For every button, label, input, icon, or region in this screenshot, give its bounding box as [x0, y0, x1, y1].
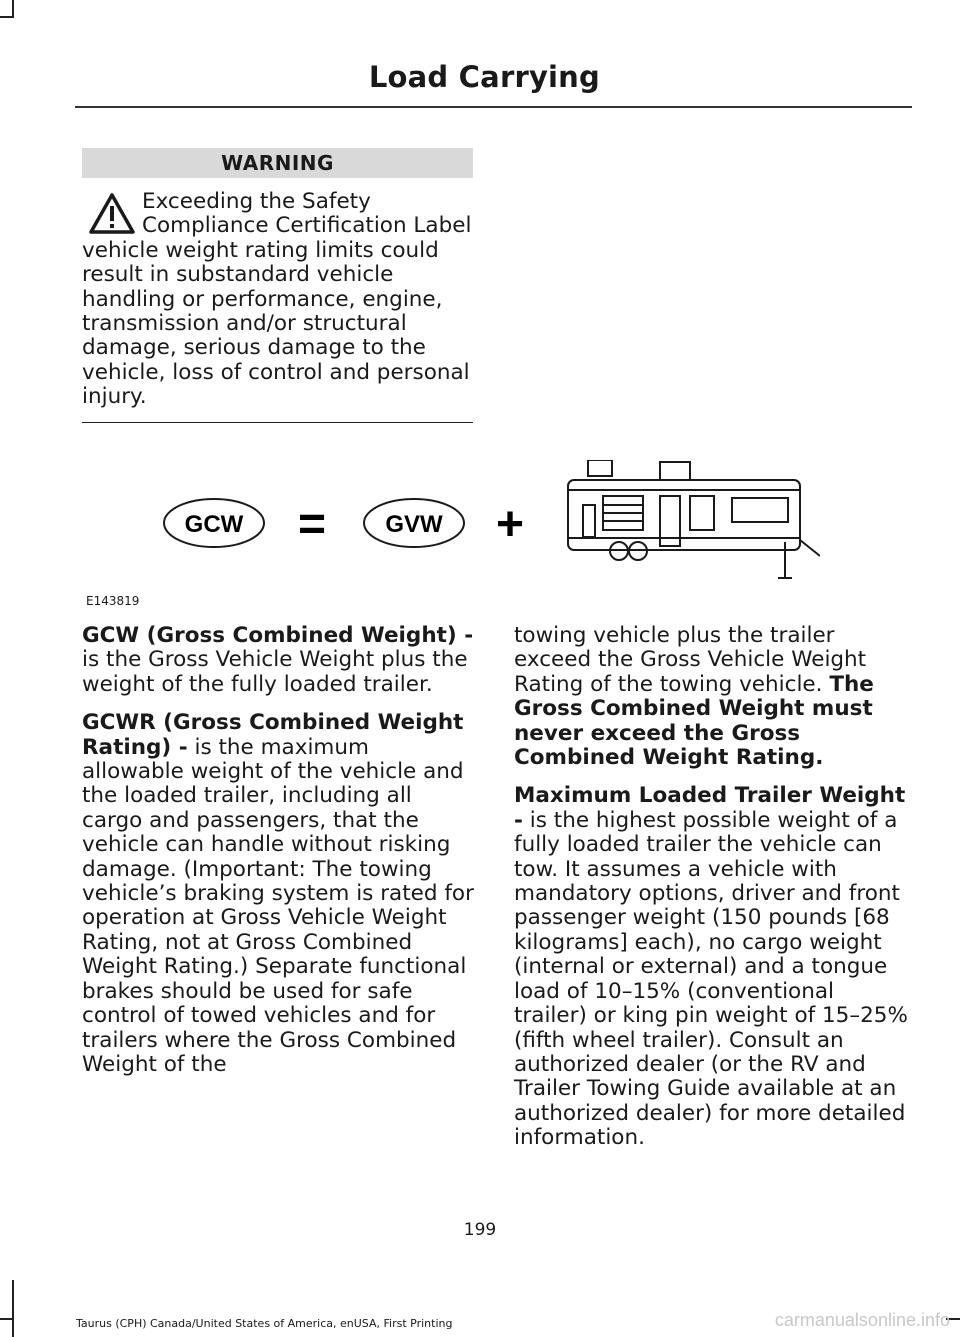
equals-sign: = [297, 498, 327, 551]
max-trailer-weight-definition [514, 784, 908, 1150]
crop-mark [0, 1318, 14, 1320]
warning-label: WARNING [82, 148, 473, 178]
footer-text: Taurus (CPH) Canada/United States of America, enUSA, First Printing [76, 1317, 453, 1330]
gcw-label: GCW [184, 511, 244, 538]
plus-sign: + [495, 498, 525, 551]
left-column [82, 624, 476, 1091]
right-column [514, 624, 908, 1165]
page-title: Load Carrying [368, 60, 600, 94]
gcwr-term: GCWR (Gross Combined Weight Rating) - [82, 710, 464, 760]
gcwr-definition [82, 711, 476, 1077]
continuation-text: towing vehicle plus the trailer exceed the Gross Vehicle Weight Rating of the towing vehicle. [514, 623, 867, 697]
warning-body [82, 190, 473, 423]
watermark: carmanualsonline.info [774, 1310, 950, 1330]
warning-triangle-icon [88, 192, 136, 236]
max-trailer-weight-term: Maximum Loaded Trailer Weight - [514, 783, 906, 833]
trailer-icon [568, 460, 820, 578]
header-divider [75, 106, 912, 108]
gvw-label: GVW [385, 511, 443, 538]
crop-mark [12, 0, 14, 16]
gcw-diagram [160, 460, 820, 585]
gcw-term: GCW (Gross Combined Weight) - [82, 623, 474, 648]
gcw-definition [82, 624, 476, 697]
max-trailer-weight-text: is the highest possible weight of a fully loaded trailer the vehicle can tow. It assumes a vehicle with mandatory options, driver and front passenger weight (150 pounds [68 kilograms] each), no cargo weight (internal or external) and a tongue load of 10–15% (conventional trailer) or king pin weight of 15–25% (fifth wheel trailer). Consult an authorized dealer (or the RV and Trailer Towing Guide available at an authorized dealer) for more detailed information. [514, 807, 908, 1151]
warning-box [82, 148, 473, 423]
figure-code: E143819 [86, 594, 140, 608]
gcwr-text: is the maximum allowable weight of the vehicle and the loaded trailer, including all cargo and passengers, that the vehicle can handle without risking damage. (Important: The towing vehicle’s braking system is rated for operation at Gross Vehicle Weight Rating, not at Gross Combined Weight Rating.) Separate functional brakes should be used for safe control of towed vehicles and for trailers where the Gross Combined Weight of the [82, 734, 474, 1077]
warning-text: Exceeding the Safety Compliance Certification Label vehicle weight rating limits could result in substandard vehicle handling or performance, engine, transmission and/or structural damage, serious damage to the vehicle, loss of control and personal injury. [82, 189, 472, 410]
gcwr-continuation [514, 624, 908, 770]
page-number: 199 [463, 1220, 497, 1240]
crop-mark [12, 1280, 14, 1337]
crop-mark [0, 16, 14, 18]
gcw-text: is the Gross Vehicle Weight plus the weight of the fully loaded trailer. [82, 647, 468, 697]
gcw-rule: The Gross Combined Weight must never exceed the Gross Combined Weight Rating. [514, 671, 874, 771]
